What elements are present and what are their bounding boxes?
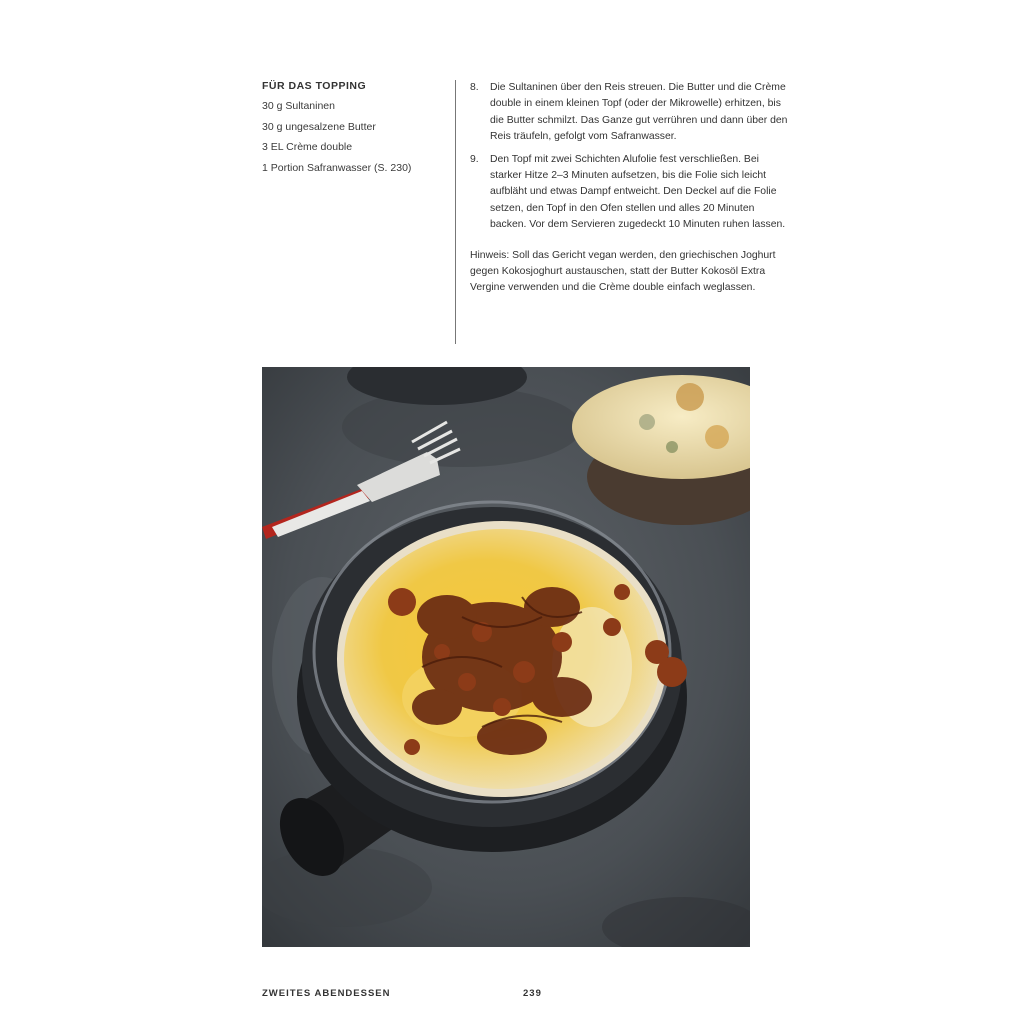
section-title: ZWEITES ABENDESSEN <box>262 988 391 999</box>
step-text: Den Topf mit zwei Schichten Alufolie fest verschließen. Bei starker Hitze 2–3 Minuten aufsetzen, bis die Folie sich leicht aufbläht und etwas Dampf entweicht. Den Deckel auf die Folie setzen, den Topf in den Ofen stellen und alles 20 Minuten backen. Vor dem Servieren zugedeckt 10 Minuten ruhen lassen. <box>490 153 786 231</box>
method-step <box>470 152 790 234</box>
step-text: Die Sultaninen über den Reis streuen. Die Butter und die Crème double in einem kleinen Topf (oder der Mikrowelle) erhitzen, bis die Butter schmilzt. Das Ganze gut verrühren und dann über den Reis träufeln, gefolgt vom Safranwasser. <box>490 82 788 143</box>
column-divider <box>455 80 456 344</box>
ingredient-item: 1 Portion Safranwasser (S. 230) <box>262 161 412 174</box>
ingredient-item: 30 g ungesalzene Butter <box>262 120 376 133</box>
page-number: 239 <box>523 988 542 999</box>
page-footer <box>262 988 562 1002</box>
method-column <box>470 80 790 297</box>
ingredient-item: 30 g Sultaninen <box>262 100 335 112</box>
ingredients-heading: FÜR DAS TOPPING <box>262 80 367 92</box>
step-number: 8. <box>470 82 479 93</box>
vegan-note: Hinweis: Soll das Gericht vegan werden, den griechischen Joghurt gegen Kokosjoghurt austauschen, statt der Butter Kokosöl Extra Vergine verwenden und die Crème double einfach weglassen. <box>470 249 776 294</box>
ingredients-list <box>262 100 452 174</box>
step-number: 9. <box>470 153 479 165</box>
ingredients-column <box>262 80 452 182</box>
food-photo <box>262 367 750 947</box>
rice-dish-illustration <box>262 367 750 947</box>
method-step <box>470 80 790 146</box>
ingredient-item: 3 EL Crème double <box>262 141 353 153</box>
